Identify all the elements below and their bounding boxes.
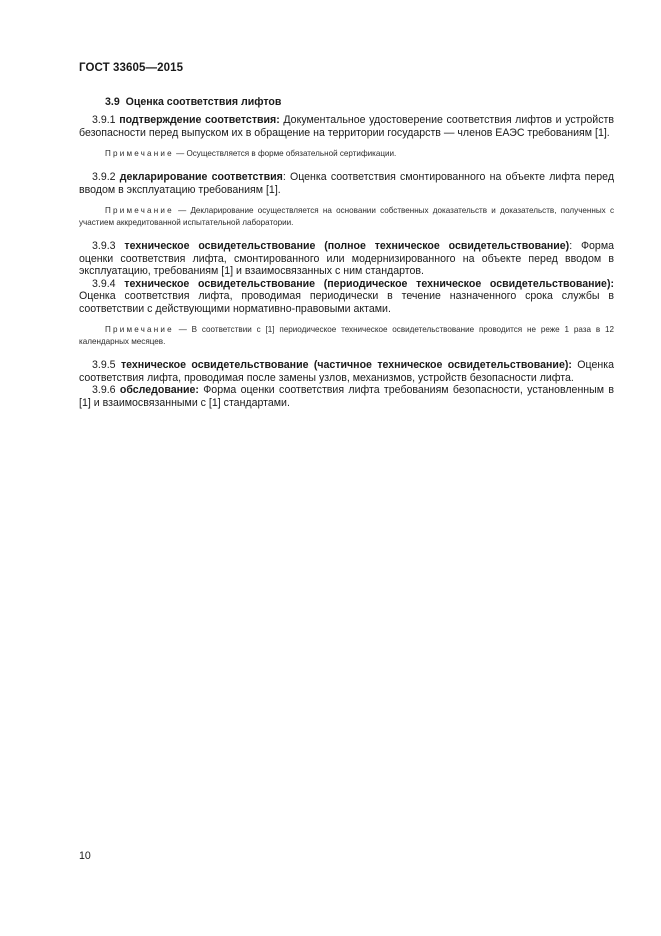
note-text: — Декларирование осуществляется на основании собственных доказательств и доказательств, полученных с участием аккредитованной испытательной лаборатории. bbox=[79, 206, 614, 227]
term-name: техническое освидетельствование (периодическое техническое освидетельствование): bbox=[124, 277, 614, 290]
term-3-9-4 bbox=[79, 278, 614, 316]
term-number: 3.9.2 bbox=[92, 171, 116, 183]
term-number: 3.9.3 bbox=[92, 240, 116, 252]
term-definition: Документальное удостоверение соответствия лифтов и устройств безопасности перед выпуском их в обращение на территории государств — членов ЕАЭС требованиям [1]. bbox=[79, 114, 614, 139]
term-3-9-5 bbox=[79, 359, 614, 384]
section-title-text: Оценка соответствия лифтов bbox=[125, 96, 282, 108]
note-text: — Осуществляется в форме обязательной сертификации. bbox=[176, 149, 397, 158]
note-text: — В соответствии с [1] периодическое техническое освидетельствование проводится не реже 1 раза в 12 календарных месяцев. bbox=[79, 325, 614, 346]
document-header: ГОСТ 33605—2015 bbox=[79, 62, 184, 74]
document-body bbox=[79, 96, 614, 418]
note-3-9-2 bbox=[79, 205, 614, 229]
note-3-9-1 bbox=[79, 148, 614, 160]
note-3-9-4 bbox=[79, 324, 614, 348]
note-label: Примечание bbox=[105, 206, 174, 215]
term-name: декларирование соответствия bbox=[119, 171, 283, 183]
term-3-9-1 bbox=[79, 114, 614, 139]
term-number: 3.9.5 bbox=[92, 359, 116, 371]
term-number: 3.9.1 bbox=[92, 114, 116, 126]
section-title bbox=[105, 96, 614, 108]
term-3-9-2 bbox=[79, 171, 614, 196]
term-definition: : Форма оценки соответствия лифта, смонтированного или модернизированного на объекте перед вводом в эксплуатацию, требованиям [1] и взаимосвязанных с ним стандартов. bbox=[79, 240, 614, 277]
section-number: 3.9 bbox=[105, 96, 120, 108]
term-definition: Оценка соответствия лифта, проводимая периодически в течение назначенного срока службы в соответствии с действующими нормативно-правовыми актами. bbox=[79, 290, 614, 315]
term-name: обследование: bbox=[119, 384, 199, 396]
note-label: Примечание bbox=[105, 149, 174, 158]
term-name: техническое освидетельствование (частичное техническое освидетельствование): bbox=[120, 359, 572, 371]
term-definition: : Оценка соответствия смонтированного на объекте лифта перед вводом в эксплуатацию требованиям [1]. bbox=[79, 171, 614, 196]
term-name: подтверждение соответствия: bbox=[119, 114, 280, 126]
term-3-9-3 bbox=[79, 240, 614, 278]
term-number: 3.9.4 bbox=[92, 277, 116, 290]
term-3-9-6 bbox=[79, 384, 614, 409]
term-number: 3.9.6 bbox=[92, 384, 116, 396]
note-label: Примечание bbox=[105, 325, 174, 334]
term-definition: Оценка соответствия лифта, проводимая после замены узлов, механизмов, устройств безопасности лифта. bbox=[79, 359, 614, 384]
term-definition: Форма оценки соответствия лифта требованиям безопасности, установленным в [1] и взаимосвязанными с [1] стандартами. bbox=[79, 384, 614, 409]
page-number: 10 bbox=[79, 850, 91, 862]
term-name: техническое освидетельствование (полное техническое освидетельствование) bbox=[124, 240, 570, 252]
